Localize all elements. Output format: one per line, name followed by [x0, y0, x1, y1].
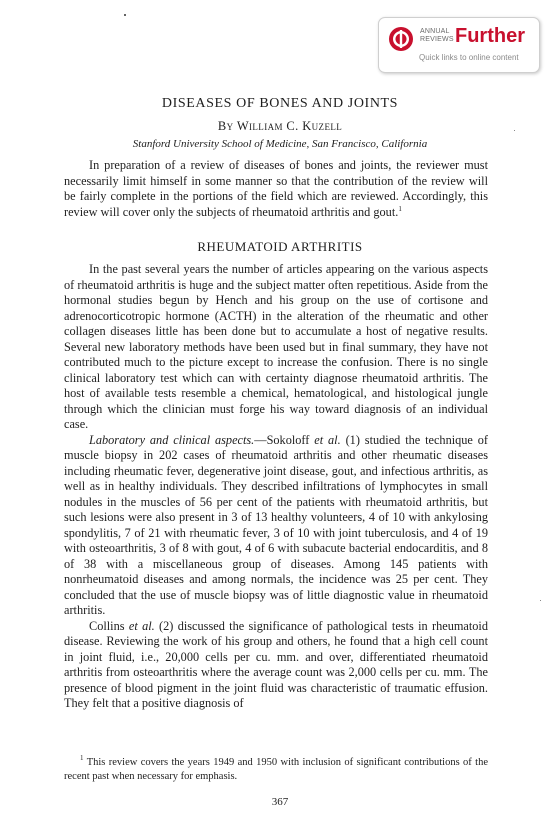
- article-title: DISEASES OF BONES AND JOINTS: [161, 96, 399, 111]
- paragraph-1: In the past several years the number of articles appearing on the various aspects of rheumatoid arthritis is huge and the subject matter often repetitious. Aside from the hormonal studies begun by Hench and his group on the use of cortisone and adrenocorticotropic hormone (ACTH) in the alteration of the rheumatic and other collagen diseases little has been done but to accumulate a host of negative results. Several new laboratory methods have been used but in final summary, they have not contributed much to the picture except to increase the confusion. There is no single clinical laboratory test which can with certainty diagnose rheumatoid arthritis. The host of available tests resemble a chemical, hematological, and histological jungle through which the clinician must forge his way toward diagnosis of an individual case.: [64, 262, 488, 431]
- page-speck: [124, 14, 126, 16]
- paragraph-2-etal: et al.: [314, 432, 341, 447]
- annual-reviews-logo-icon: [388, 26, 414, 52]
- footnote-mark: 1: [80, 754, 84, 762]
- badge-further-label[interactable]: Further: [455, 25, 525, 47]
- paragraph-2-text: (1) studied the technique of muscle biopsy in 202 cases of rheumatoid arthritis and other rheumatic diseases including rheumatic fever, degenerative joint disease, gout, and infectious arthritis, as well as in healthy individuals. They described infiltrations of lymphocytes in small nodules in the muscles of 56 per cent of the patients with rheumatoid arthritis, but such lesions were also present in 3 of 13 healthy volunteers, 4 of 10 with ankylosing spondylitis, 7 of 21 with rheumatic fever, 3 of 10 with joint tuberculosis, and 4 of 19 with osteoarthritis, 3 of 8 with gout, 4 of 6 with subacute bacterial endocarditis, and 8 of 38 with a miscellaneous group of diseases. Among 145 patients with nonrheumatoid diseases and among normals, the incidence was 25 per cent. They concluded that the use of muscle biopsy was of little diagnostic value in rheumatoid arthritis.: [64, 432, 489, 617]
- footnote-reference: 1: [398, 204, 402, 213]
- intro-section: [64, 158, 488, 220]
- section-heading: RHEUMATOID ARTHRITIS: [197, 239, 363, 254]
- badge-annual-label: ANNUAL: [420, 28, 450, 35]
- paragraph-3-author: Collins: [89, 618, 125, 633]
- footnote-text: This review covers the years 1949 and 1950 with inclusion of significant contributions of the recent past when necessary for emphasis.: [64, 757, 488, 782]
- further-links-badge[interactable]: [378, 17, 540, 73]
- run-in-heading: Laboratory and clinical aspects.: [89, 432, 255, 447]
- paragraph-3: [64, 619, 488, 712]
- page-speck: [540, 600, 541, 601]
- author-byline: [0, 118, 560, 134]
- footnote: [64, 756, 488, 784]
- badge-reviews-label: REVIEWS: [420, 36, 454, 43]
- page-number: 367: [271, 796, 289, 808]
- paragraph-2-author: —Sokoloff: [254, 432, 310, 447]
- author-name: William C. Kuzell: [236, 119, 343, 133]
- badge-subtitle[interactable]: Quick links to online content: [419, 53, 519, 62]
- paragraph-2: [64, 433, 488, 619]
- intro-text: In preparation of a review of diseases of bones and joints, the reviewer must necessarily limit himself in some manner so that the contribution of the review will be fairly complete in the portions of the field which are reviewed. Accordingly, this review will cover only the subjects of rheumatoid arthritis and gout.: [64, 158, 488, 219]
- page-speck: [514, 130, 515, 131]
- intro-paragraph: [64, 158, 488, 220]
- section-body: [64, 262, 488, 712]
- author-affiliation: Stanford University School of Medicine, San Francisco, California: [132, 138, 428, 150]
- paragraph-3-etal: et al.: [128, 618, 155, 633]
- byline-by: By: [217, 119, 234, 133]
- paragraph-3-text: (2) discussed the significance of pathological tests in rheumatoid disease. Reviewing the work of his group and others, he found that a high cell count in joint fluid, i.e., 20,000 cells per cu. mm. and over, differentiated rheumatoid arthritis from osteoarthritis where the average count was 2,000 cells per cu. mm. The presence of blood pigment in the joint fluid was characteristic of traumatic effusion. They felt that a positive diagnosis of: [64, 618, 488, 710]
